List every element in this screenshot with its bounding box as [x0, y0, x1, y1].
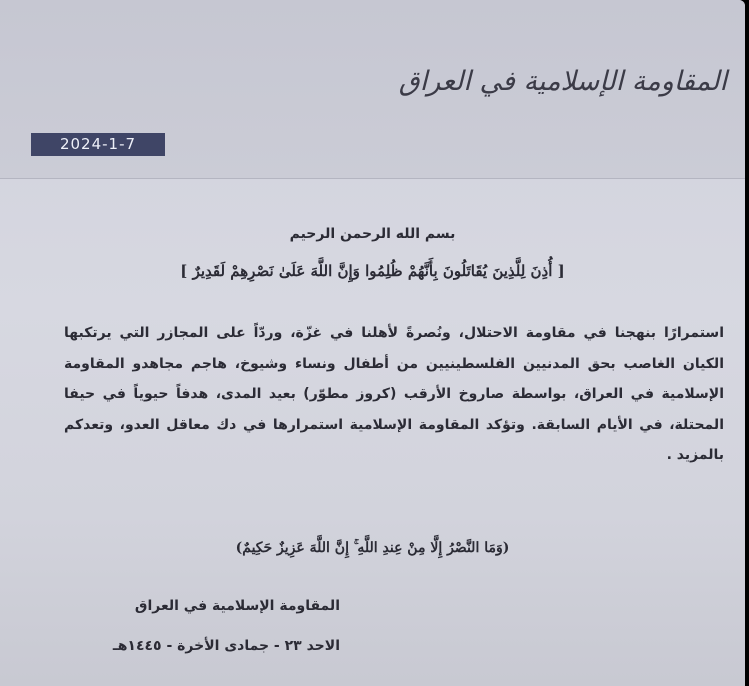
basmala: بسم الله الرحمن الرحيم	[289, 226, 456, 242]
closing-verse: (وَمَا النَّصْرُ إِلَّا مِنْ عِندِ اللَّهِ ۚ إِنَّ اللَّهَ عَزِيزٌ حَكِيمٌ)	[235, 540, 510, 556]
hijri-date: الاحد ٢٣ - جمادى الأخرة - ١٤٤٥هـ	[112, 638, 340, 654]
body-line: المحتلة، في الأيام السابقة. وتؤكد المقاومة الإسلامية استمرارها في دك معاقل العدو، وتعدكم	[64, 416, 724, 433]
opening-verse: [ أُذِنَ لِلَّذِينَ يُقَاتَلُونَ بِأَنَّهُمْ ظُلِمُوا وَإِنَّ اللَّهَ عَلَىٰ نَصْرِهِمْ لَقَدِيرٌ ]	[180, 262, 565, 280]
statement-body	[64, 318, 724, 471]
organization-logo: المقاومة الإسلامية في العراق	[398, 66, 727, 97]
body-line: الإسلامية في العراق، بواسطة صاروخ الأرقب (كروز مطوّر) بعيد المدى، هدفاً حيوياً في حيفا	[64, 386, 724, 402]
body-line: الكيان الغاصب بحق المدنيين الفلسطينيين من أطفال ونساء وشيوخ، هاجم مجاهدو المقاومة	[64, 355, 724, 372]
date-badge: 2024-1-7	[31, 133, 165, 156]
signature: المقاومة الإسلامية في العراق	[134, 598, 340, 614]
document-header	[0, 0, 745, 178]
body-line: استمرارًا بنهجنا في مقاومة الاحتلال، ونُصرةً لأهلنا في غزّة، وردّاً على المجازر التي يرتكبها	[64, 325, 724, 341]
body-line: بالمزيد .	[666, 447, 724, 463]
header-divider	[0, 178, 745, 179]
